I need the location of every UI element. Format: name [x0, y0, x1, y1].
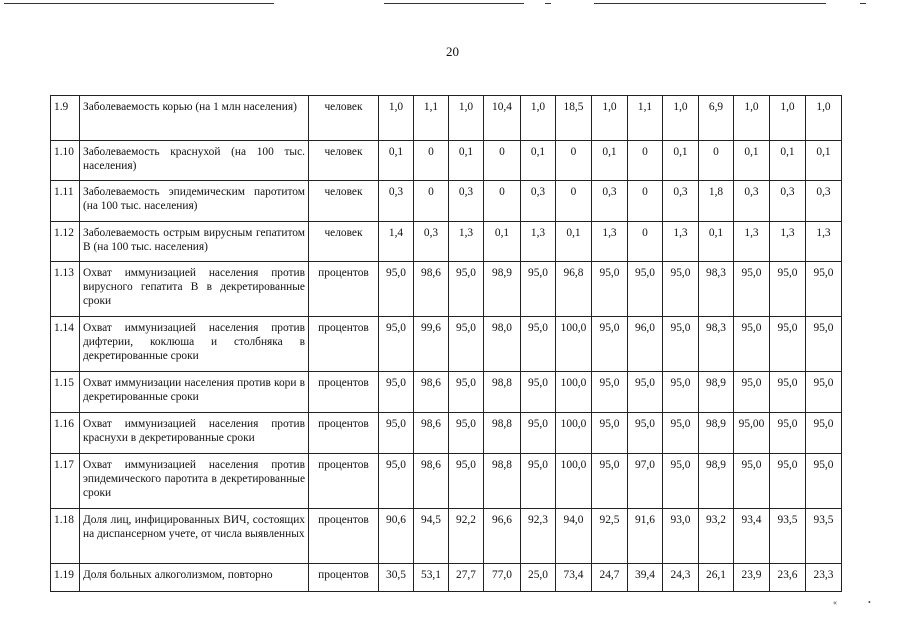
value-cell: 0 [628, 141, 663, 181]
value-cell: 0,1 [663, 141, 699, 181]
value-cell: 1,1 [628, 96, 663, 141]
value-cell: 27,7 [449, 564, 484, 592]
value-cell: 1,3 [521, 222, 556, 262]
value-cell: 1,0 [592, 96, 628, 141]
value-cell: 0,1 [379, 141, 414, 181]
value-cell: 95,0 [663, 317, 699, 372]
value-cell: 95,0 [521, 262, 556, 317]
value-cell: 10,4 [484, 96, 521, 141]
value-cell: 1,3 [449, 222, 484, 262]
table-row [51, 222, 842, 262]
value-cell: 95,0 [734, 372, 770, 413]
value-cell: 0,1 [521, 141, 556, 181]
value-cell: 0,3 [734, 181, 770, 222]
value-cell: 95,0 [379, 454, 414, 509]
value-cell: 98,9 [699, 372, 734, 413]
value-cell: 95,0 [521, 372, 556, 413]
value-cell: 95,0 [521, 413, 556, 454]
value-cell: 95,0 [734, 317, 770, 372]
value-cell: 95,0 [592, 454, 628, 509]
value-cell: 1,1 [414, 96, 449, 141]
value-cell: 97,0 [628, 454, 663, 509]
unit-cell: процентов [309, 454, 379, 509]
table-row [51, 509, 842, 564]
row-number: 1.11 [51, 181, 80, 222]
value-cell: 90,6 [379, 509, 414, 564]
value-cell: 96,0 [628, 317, 663, 372]
value-cell: 92,5 [592, 509, 628, 564]
value-cell: 98,9 [699, 413, 734, 454]
scan-mark: « [833, 598, 837, 607]
value-cell: 95,0 [592, 372, 628, 413]
value-cell: 95,0 [592, 413, 628, 454]
value-cell: 6,9 [699, 96, 734, 141]
value-cell: 98,8 [484, 413, 521, 454]
table-body [51, 96, 842, 592]
value-cell: 0,3 [521, 181, 556, 222]
value-cell: 1,3 [770, 222, 806, 262]
unit-cell: человек [309, 141, 379, 181]
value-cell: 1,0 [449, 96, 484, 141]
row-number: 1.17 [51, 454, 80, 509]
indicator-name: Охват иммунизации населения против кори в декретированные сроки [80, 372, 309, 413]
value-cell: 92,2 [449, 509, 484, 564]
value-cell: 95,0 [379, 372, 414, 413]
row-number: 1.10 [51, 141, 80, 181]
value-cell: 53,1 [414, 564, 449, 592]
value-cell: 98,3 [699, 317, 734, 372]
value-cell: 95,0 [663, 454, 699, 509]
value-cell: 95,0 [628, 413, 663, 454]
value-cell: 0 [556, 141, 592, 181]
indicator-name: Заболеваемость краснухой (на 100 тыс. населения) [80, 141, 309, 181]
value-cell: 77,0 [484, 564, 521, 592]
value-cell: 95,0 [806, 372, 842, 413]
value-cell: 1,3 [663, 222, 699, 262]
unit-cell: человек [309, 181, 379, 222]
table-row [51, 262, 842, 317]
value-cell: 95,0 [628, 262, 663, 317]
value-cell: 0 [628, 181, 663, 222]
value-cell: 93,4 [734, 509, 770, 564]
value-cell: 95,0 [379, 317, 414, 372]
value-cell: 1,0 [806, 96, 842, 141]
value-cell: 30,5 [379, 564, 414, 592]
value-cell: 1,4 [379, 222, 414, 262]
row-number: 1.19 [51, 564, 80, 592]
unit-cell: процентов [309, 317, 379, 372]
value-cell: 100,0 [556, 454, 592, 509]
value-cell: 0 [484, 181, 521, 222]
value-cell: 95,0 [379, 413, 414, 454]
value-cell: 1,0 [521, 96, 556, 141]
value-cell: 98,8 [484, 454, 521, 509]
value-cell: 1,0 [734, 96, 770, 141]
value-cell: 0,1 [734, 141, 770, 181]
top-rule-right [594, 3, 826, 4]
value-cell: 91,6 [628, 509, 663, 564]
unit-cell: человек [309, 222, 379, 262]
value-cell: 93,2 [699, 509, 734, 564]
row-number: 1.16 [51, 413, 80, 454]
indicator-name: Охват иммунизацией населения против вирусного гепатита В в декретированные сроки [80, 262, 309, 317]
indicators-table [50, 95, 842, 592]
value-cell: 94,0 [556, 509, 592, 564]
value-cell: 0,3 [663, 181, 699, 222]
value-cell: 1,3 [592, 222, 628, 262]
value-cell: 95,0 [734, 454, 770, 509]
value-cell: 0,1 [484, 222, 521, 262]
scan-mark: • [868, 598, 871, 607]
value-cell: 93,5 [806, 509, 842, 564]
value-cell: 18,5 [556, 96, 592, 141]
value-cell: 98,3 [699, 262, 734, 317]
value-cell: 1,0 [770, 96, 806, 141]
value-cell: 0,1 [806, 141, 842, 181]
value-cell: 98,6 [414, 262, 449, 317]
value-cell: 23,6 [770, 564, 806, 592]
value-cell: 95,0 [663, 372, 699, 413]
value-cell: 95,0 [770, 262, 806, 317]
value-cell: 95,0 [449, 317, 484, 372]
value-cell: 26,1 [699, 564, 734, 592]
value-cell: 100,0 [556, 317, 592, 372]
value-cell: 98,9 [699, 454, 734, 509]
value-cell: 98,0 [484, 317, 521, 372]
value-cell: 96,6 [484, 509, 521, 564]
indicator-name: Охват иммунизацией населения против дифтерии, коклюша и столбняка в декретированные сроки [80, 317, 309, 372]
indicator-name: Доля больных алкоголизмом, повторно [80, 564, 309, 592]
value-cell: 25,0 [521, 564, 556, 592]
value-cell: 1,8 [699, 181, 734, 222]
value-cell: 0,1 [556, 222, 592, 262]
value-cell: 95,0 [449, 454, 484, 509]
table-row [51, 317, 842, 372]
value-cell: 0 [699, 141, 734, 181]
value-cell: 95,0 [770, 317, 806, 372]
value-cell: 95,0 [806, 262, 842, 317]
value-cell: 0,3 [449, 181, 484, 222]
value-cell: 93,0 [663, 509, 699, 564]
value-cell: 95,0 [521, 317, 556, 372]
table-row [51, 413, 842, 454]
value-cell: 95,0 [770, 454, 806, 509]
table-row [51, 372, 842, 413]
row-number: 1.15 [51, 372, 80, 413]
page-number: 20 [446, 44, 459, 59]
top-rule-tick [545, 3, 551, 4]
row-number: 1.18 [51, 509, 80, 564]
value-cell: 0 [414, 141, 449, 181]
row-number: 1.9 [51, 96, 80, 141]
value-cell: 95,0 [770, 372, 806, 413]
unit-cell: процентов [309, 509, 379, 564]
value-cell: 24,7 [592, 564, 628, 592]
value-cell: 100,0 [556, 372, 592, 413]
value-cell: 0,3 [806, 181, 842, 222]
value-cell: 95,0 [806, 413, 842, 454]
value-cell: 95,0 [806, 317, 842, 372]
indicator-name: Заболеваемость эпидемическим паротитом (на 100 тыс. населения) [80, 181, 309, 222]
indicator-name: Заболеваемость корью (на 1 млн населения) [80, 96, 309, 141]
indicator-name: Заболеваемость острым вирусным гепатитом В (на 100 тыс. населения) [80, 222, 309, 262]
value-cell: 0,1 [770, 141, 806, 181]
value-cell: 23,3 [806, 564, 842, 592]
value-cell: 98,6 [414, 413, 449, 454]
row-number: 1.12 [51, 222, 80, 262]
value-cell: 0,1 [592, 141, 628, 181]
value-cell: 0 [414, 181, 449, 222]
value-cell: 95,0 [521, 454, 556, 509]
value-cell: 95,00 [734, 413, 770, 454]
value-cell: 95,0 [449, 262, 484, 317]
value-cell: 95,0 [592, 262, 628, 317]
value-cell: 100,0 [556, 413, 592, 454]
row-number: 1.13 [51, 262, 80, 317]
indicator-name: Охват иммунизацией населения против эпидемического паротита в декретированные сроки [80, 454, 309, 509]
table-row [51, 96, 842, 141]
value-cell: 98,9 [484, 262, 521, 317]
value-cell: 95,0 [379, 262, 414, 317]
table-row [51, 564, 842, 592]
value-cell: 95,0 [663, 262, 699, 317]
value-cell: 1,0 [379, 96, 414, 141]
unit-cell: процентов [309, 372, 379, 413]
value-cell: 99,6 [414, 317, 449, 372]
value-cell: 95,0 [806, 454, 842, 509]
value-cell: 0 [556, 181, 592, 222]
unit-cell: человек [309, 96, 379, 141]
value-cell: 0,3 [770, 181, 806, 222]
value-cell: 1,3 [734, 222, 770, 262]
value-cell: 93,5 [770, 509, 806, 564]
top-rule-left [4, 3, 274, 4]
row-number: 1.14 [51, 317, 80, 372]
value-cell: 92,3 [521, 509, 556, 564]
value-cell: 39,4 [628, 564, 663, 592]
value-cell: 95,0 [770, 413, 806, 454]
value-cell: 73,4 [556, 564, 592, 592]
top-rule-middle [384, 3, 524, 4]
value-cell: 1,3 [806, 222, 842, 262]
value-cell: 24,3 [663, 564, 699, 592]
value-cell: 0,1 [449, 141, 484, 181]
value-cell: 95,0 [734, 262, 770, 317]
table-row [51, 141, 842, 181]
value-cell: 0,3 [592, 181, 628, 222]
top-rule-tick-right [860, 3, 866, 4]
value-cell: 98,6 [414, 454, 449, 509]
table-row [51, 181, 842, 222]
value-cell: 0 [484, 141, 521, 181]
value-cell: 1,0 [663, 96, 699, 141]
value-cell: 0,3 [379, 181, 414, 222]
value-cell: 95,0 [663, 413, 699, 454]
unit-cell: процентов [309, 262, 379, 317]
value-cell: 98,6 [414, 372, 449, 413]
value-cell: 0,3 [414, 222, 449, 262]
unit-cell: процентов [309, 413, 379, 454]
indicator-name: Охват иммунизацией населения против краснухи в декретированные сроки [80, 413, 309, 454]
value-cell: 95,0 [449, 372, 484, 413]
indicator-name: Доля лиц, инфицированных ВИЧ, состоящих на диспансерном учете, от числа выявленных [80, 509, 309, 564]
value-cell: 0 [628, 222, 663, 262]
value-cell: 98,8 [484, 372, 521, 413]
value-cell: 95,0 [592, 317, 628, 372]
unit-cell: процентов [309, 564, 379, 592]
value-cell: 23,9 [734, 564, 770, 592]
value-cell: 95,0 [449, 413, 484, 454]
value-cell: 94,5 [414, 509, 449, 564]
value-cell: 95,0 [628, 372, 663, 413]
table-row [51, 454, 842, 509]
value-cell: 96,8 [556, 262, 592, 317]
value-cell: 0,1 [699, 222, 734, 262]
